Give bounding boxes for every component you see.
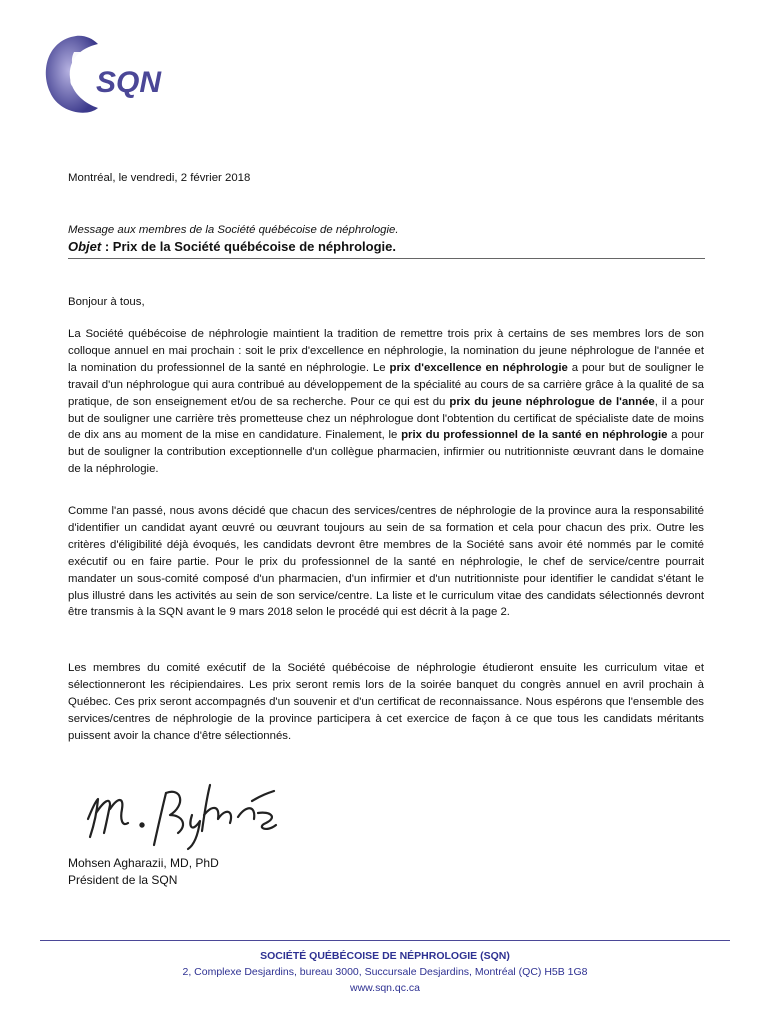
p1-text-a: La Société québécoise de néphrologie maintient la tradition de remettre trois prix à certains de ses membres lors de son colloque annuel en mai prochain : soit le prix d'excellence en néphrologie, la nomination du jeune néphrologue de l'année et la nomination du professionnel de la santé en néphrologie. Le <box>68 328 704 374</box>
p1-text-d: , il a pour but de souligner une carrière très prometteuse chez un néphrologue dont l'obtention du certificat de spécialiste date de moins de dix ans au moment de la mise en candidature. Finalement, le <box>68 395 704 442</box>
logo-text: SQN <box>96 66 162 99</box>
subject-divider <box>68 258 705 259</box>
paragraph-1 <box>68 326 704 478</box>
p1-bold-excellence: prix d'excellence en néphrologie <box>389 361 568 374</box>
subject-text: : Prix de la Société québécoise de néphrologie. <box>101 239 396 254</box>
footer-website-link[interactable]: www.sqn.qc.ca <box>349 982 421 994</box>
signer-title: Président de la SQN <box>68 873 178 887</box>
p1-bold-professionnel: prix du professionnel de la santé en néphrologie <box>401 429 668 442</box>
footer-divider <box>40 940 730 941</box>
subject-label: Objet <box>68 239 102 254</box>
signer-block <box>68 855 704 889</box>
greeting: Bonjour à tous, <box>68 296 145 308</box>
paragraph-3: Les membres du comité exécutif de la Société québécoise de néphrologie étudieront ensuite les curriculum vitae et sélectionneront les récipiendaires. Les prix seront remis lors de la soirée banquet du congrès annuel en avril prochain à Québec. Ces prix seront accompagnés d'un souvenir et d'un certificat de reconnaissance. Nous espérons que l'ensemble des services/centres de néphrologie de la province participera à cet exercice de façon à ce que tous les candidats méritants puissent avoir la chance d'être sélectionnés. <box>68 662 704 742</box>
p1-text-c: a pour but de souligner le travail d'un néphrologue qui aura contribué au développement de la spécialité au cours de sa carrière grâce à la qualité de sa pratique, de son enseignement et/ou de sa recherche. Pour ce qui est du <box>68 361 705 408</box>
handwritten-signature <box>70 775 300 855</box>
footer-address: 2, Complexe Desjardins, bureau 3000, Succursale Desjardins, Montréal (QC) H5B 1G8 <box>182 966 588 978</box>
footer-org: SOCIÉTÉ QUÉBÉCOISE DE NÉPHROLOGIE (SQN) <box>260 950 510 962</box>
signer-name: Mohsen Agharazii, MD, PhD <box>68 856 219 870</box>
letter-date: Montréal, le vendredi, 2 février 2018 <box>68 172 251 184</box>
sqn-logo <box>36 30 166 120</box>
subject-line <box>68 238 704 256</box>
p1-text-e: a pour but de souligner la contribution exceptionnelle d'un collègue pharmacien, infirmier ou nutritionniste œuvrant dans le domaine de la néphrologie. <box>68 429 705 476</box>
message-line: Message aux membres de la Société québécoise de néphrologie. <box>68 224 399 236</box>
paragraph-2: Comme l'an passé, nous avons décidé que chacun des services/centres de néphrologie de la province aura la responsabilité d'identifier un candidat ayant œuvré ou œuvrant toujours au sein de sa formation et cela pour chacun des prix. Outre les critères d'éligibilité déjà évoqués, les candidats devront être membres de la Société sans avoir été nommés par le comité exécutif ou en faire partie. Pour le prix du professionnel de la santé en néphrologie, le chef de service/centre pourrait mandater un sous-comité composé d'un pharmacien, d'un infirmier et d'un nutritionniste pour identifier le candidat s'étant le plus illustré dans les activités au sein de son service/centre. La liste et le curriculum vitae des candidats sélectionnés devront être transmis à la SQN avant le 9 mars 2018 selon le procédé qui est décrit à la page 2. <box>68 505 704 619</box>
p1-bold-jeune: prix du jeune néphrologue de l'année <box>449 395 655 408</box>
